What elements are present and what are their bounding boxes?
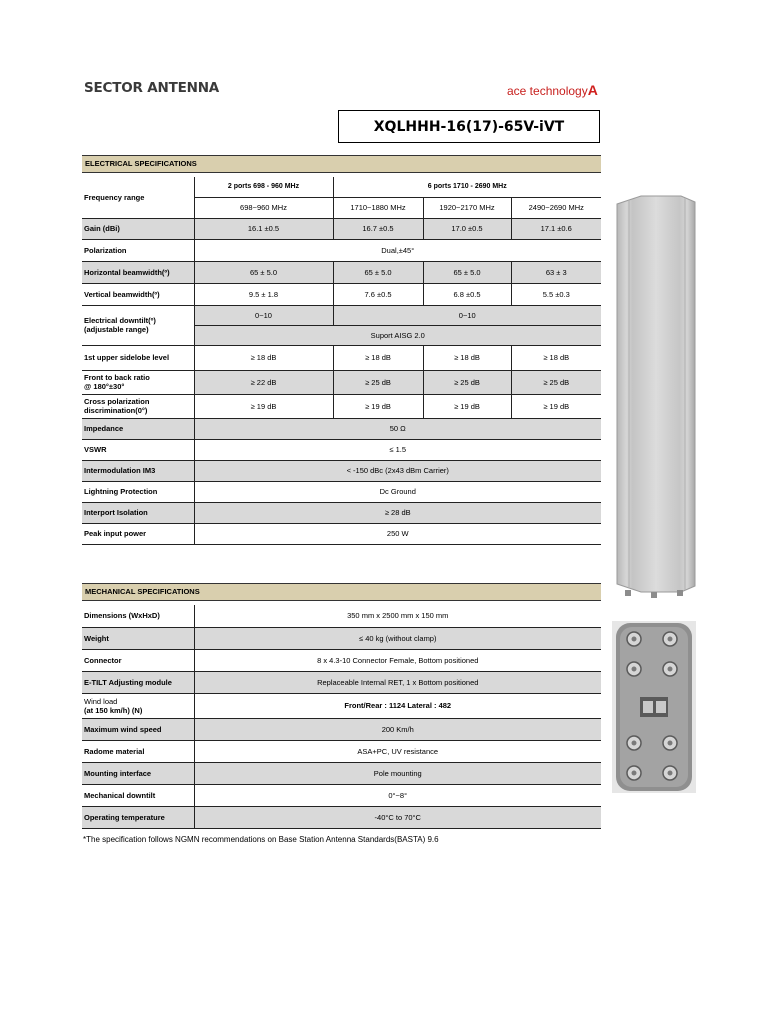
table-row (82, 523, 601, 544)
value-cell: 16.7 ±0.5 (333, 218, 423, 239)
table-row (82, 239, 601, 261)
table-row (82, 345, 601, 370)
value-cell: ≤ 1.5 (194, 439, 601, 460)
table-row (82, 177, 601, 197)
row-label: Polarization (82, 239, 194, 261)
band-cell: 1920~2170 MHz (423, 197, 511, 218)
mechanical-spec-table (82, 605, 601, 829)
table-row (82, 627, 601, 649)
table-row (82, 460, 601, 481)
table-row (82, 261, 601, 283)
value-cell: 8 x 4.3-10 Connector Female, Bottom positioned (194, 649, 601, 671)
connector-panel-image (612, 621, 696, 793)
value-cell: ≥ 19 dB (194, 394, 333, 418)
value-cell: ≤ 40 kg (without clamp) (194, 627, 601, 649)
value-cell: 200 Km/h (194, 718, 601, 740)
row-label: Maximum wind speed (82, 718, 194, 740)
table-row (82, 784, 601, 806)
table-row (82, 649, 601, 671)
value-cell: 50 Ω (194, 418, 601, 439)
table-row (82, 370, 601, 394)
value-cell: 16.1 ±0.5 (194, 218, 333, 239)
value-cell: 0~10 (333, 305, 601, 325)
value-cell: ≥ 18 dB (511, 345, 601, 370)
value-cell: 17.0 ±0.5 (423, 218, 511, 239)
value-cell: 0~10 (194, 305, 333, 325)
table-row (82, 439, 601, 460)
row-label: Electrical downtilt(º) (adjustable range) (82, 305, 194, 345)
mechanical-section-header: MECHANICAL SPECIFICATIONS (82, 583, 601, 601)
value-cell: ≥ 25 dB (423, 370, 511, 394)
value-cell: Dc Ground (194, 481, 601, 502)
value-cell: < -150 dBc (2x43 dBm Carrier) (194, 460, 601, 481)
value-cell: Replaceable Internal RET, 1 x Bottom positioned (194, 671, 601, 693)
row-label: Weight (82, 627, 194, 649)
value-cell: -40°C to 70°C (194, 806, 601, 828)
table-row (82, 762, 601, 784)
electrical-spec-table (82, 177, 601, 545)
value-cell: ≥ 18 dB (333, 345, 423, 370)
value-cell: ≥ 19 dB (333, 394, 423, 418)
value-cell: ≥ 19 dB (423, 394, 511, 418)
table-row (82, 693, 601, 718)
value-cell: 250 W (194, 523, 601, 544)
row-label: Front to back ratio @ 180°±30° (82, 370, 194, 394)
value-cell: 5.5 ±0.3 (511, 283, 601, 305)
value-cell: Front/Rear : 1124 Lateral : 482 (194, 693, 601, 718)
value-cell: 7.6 ±0.5 (333, 283, 423, 305)
value-cell: 0°~8° (194, 784, 601, 806)
row-label: Radome material (82, 740, 194, 762)
table-row (82, 283, 601, 305)
band-cell: 1710~1880 MHz (333, 197, 423, 218)
value-cell: ≥ 28 dB (194, 502, 601, 523)
band-cell: 698~960 MHz (194, 197, 333, 218)
page-title: SECTOR ANTENNA (84, 80, 220, 96)
row-label: Wind load (at 150 km/h) (N) (82, 693, 194, 718)
band-cell: 2490~2690 MHz (511, 197, 601, 218)
value-cell: 63 ± 3 (511, 261, 601, 283)
table-row (82, 671, 601, 693)
value-cell: Suport AISG 2.0 (194, 325, 601, 345)
logo-text: ace technology (507, 84, 588, 98)
value-cell: ≥ 25 dB (333, 370, 423, 394)
row-label: Vertical beamwidth(º) (82, 283, 194, 305)
table-row (82, 718, 601, 740)
value-cell: 9.5 ± 1.8 (194, 283, 333, 305)
electrical-section-header: ELECTRICAL SPECIFICATIONS (82, 155, 601, 173)
value-cell: ≥ 19 dB (511, 394, 601, 418)
table-row (82, 605, 601, 627)
row-label: Peak input power (82, 523, 194, 544)
row-label: Impedance (82, 418, 194, 439)
value-cell: 65 ± 5.0 (423, 261, 511, 283)
value-cell: 65 ± 5.0 (333, 261, 423, 283)
table-row (82, 481, 601, 502)
row-label: Frequency range (82, 177, 194, 218)
table-row (82, 218, 601, 239)
model-number-box: XQLHHH-16(17)-65V-iVT (338, 110, 600, 143)
header-cell: 6 ports 1710 - 2690 MHz (333, 177, 601, 197)
table-row (82, 305, 601, 325)
table-row (82, 502, 601, 523)
logo-mark-icon: A (587, 82, 598, 98)
table-row (82, 740, 601, 762)
row-label: Cross polarization discrimination(0°) (82, 394, 194, 418)
company-logo (507, 82, 598, 98)
value-cell: ≥ 22 dB (194, 370, 333, 394)
row-label: Gain (dBi) (82, 218, 194, 239)
table-row (82, 394, 601, 418)
row-label: 1st upper sidelobe level (82, 345, 194, 370)
row-label: Mounting interface (82, 762, 194, 784)
table-row (82, 418, 601, 439)
value-cell: Dual,±45° (194, 239, 601, 261)
row-label: Interport Isolation (82, 502, 194, 523)
value-cell: ASA+PC, UV resistance (194, 740, 601, 762)
value-cell: Pole mounting (194, 762, 601, 784)
row-label: E-TILT Adjusting module (82, 671, 194, 693)
table-row (82, 806, 601, 828)
footnote: *The specification follows NGMN recommendations on Base Station Antenna Standards(BASTA) 9.6 (83, 835, 439, 844)
row-label: Dimensions (WxHxD) (82, 605, 194, 627)
row-label: Mechanical downtilt (82, 784, 194, 806)
row-label: Connector (82, 649, 194, 671)
value-cell: 17.1 ±0.6 (511, 218, 601, 239)
antenna-product-image (611, 190, 701, 600)
value-cell: 6.8 ±0.5 (423, 283, 511, 305)
row-label: Intermodulation IM3 (82, 460, 194, 481)
row-label: Lightning Protection (82, 481, 194, 502)
header-cell: 2 ports 698 - 960 MHz (194, 177, 333, 197)
value-cell: ≥ 18 dB (194, 345, 333, 370)
row-label: VSWR (82, 439, 194, 460)
row-label: Horizontal beamwidth(º) (82, 261, 194, 283)
value-cell: ≥ 25 dB (511, 370, 601, 394)
value-cell: ≥ 18 dB (423, 345, 511, 370)
value-cell: 350 mm x 2500 mm x 150 mm (194, 605, 601, 627)
value-cell: 65 ± 5.0 (194, 261, 333, 283)
row-label: Operating temperature (82, 806, 194, 828)
